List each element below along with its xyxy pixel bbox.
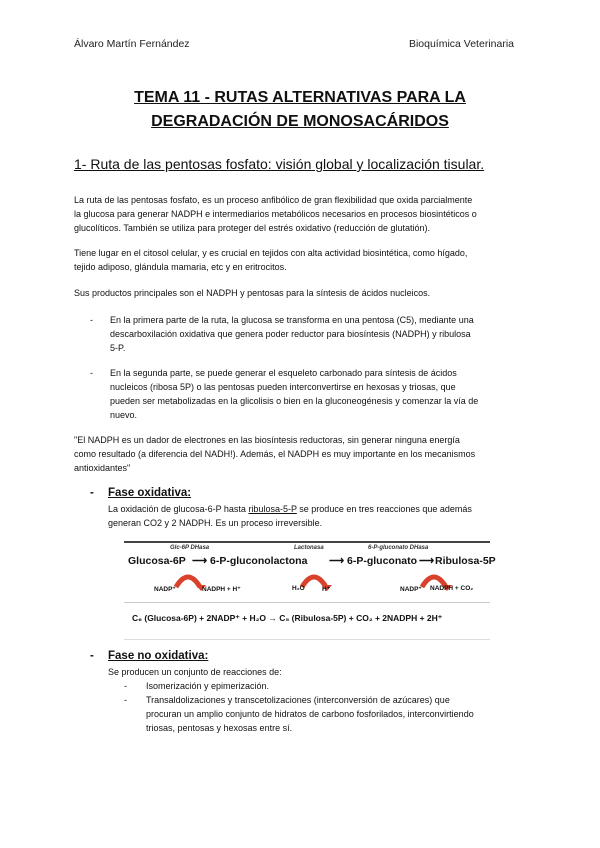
overall-equation: C₆ (Glucosa-6P) + 2NADP⁺ + H₂O → C₅ (Ribulosa-5P) + CO₂ + 2NADPH + 2H⁺ — [132, 613, 443, 623]
header-subject: Bioquímica Veterinaria — [408, 38, 514, 50]
bullet-dash: - — [90, 315, 93, 325]
cofactor-label: NADP⁺ — [154, 586, 176, 593]
paragraph-1: La ruta de las pentosas fosfato, es un proceso anfibólico de gran flexibilidad que oxida parcialmente la glucosa para generar NADPH e intermediarios metabólicos necesarios en procesos biosintéticos o glucolíticos. También se utiliza para proteger del estrés oxidativo (reducción de glutatión). — [74, 195, 477, 233]
compound-glucosa-6p: Glucosa-6P — [128, 555, 186, 567]
cofactor-label: H⁺ — [322, 586, 331, 593]
section-heading: 1- Ruta de las pentosas fosfato: visión global y localización tisular. — [74, 156, 485, 172]
cofactor-label: H₂O — [292, 585, 305, 592]
reaction-arrow: ⟶ — [192, 555, 208, 567]
reaction-arrow: ⟶ — [419, 555, 435, 567]
cofactor-label: NADPH + CO₂ — [430, 585, 474, 592]
bullet-dash: - — [90, 368, 93, 378]
compound-ribulosa-5p: Ribulosa-5P — [435, 555, 496, 567]
quote-paragraph: "El NADPH es un dador de electrones en las biosíntesis reductoras, sin generar ninguna energía como resultado (a diferencia del NADH!). Además, el NADPH es muy importante en los mecanismos antioxidantes" — [74, 435, 476, 473]
enzyme-label: Glc-6P DHasa — [170, 545, 210, 551]
enzyme-label: Lactonasa — [294, 545, 324, 551]
paragraph-2: Tiene lugar en el citosol celular, y es crucial en tejidos con alta actividad biosintética, como hígado, tejido adiposo, glándula mamaria, etc y en eritrocitos. — [74, 248, 468, 272]
compound-gluconolactona: 6-P-gluconolactona — [210, 555, 308, 567]
fase-oxidativa-text: La oxidación de glucosa-6-P hasta ribulosa-5-P se produce en tres reacciones que además generan CO2 y 2 NADPH. Es un proceso irreversible. — [108, 504, 472, 528]
paragraph-3: Sus productos principales son el NADPH y pentosas para la síntesis de ácidos nucleicos. — [74, 288, 431, 298]
title-line-1: TEMA 11 - RUTAS ALTERNATIVAS PARA LA — [134, 89, 466, 106]
fase-no-oxidativa-intro: Se producen un conjunto de reacciones de: — [108, 667, 282, 677]
reaction-arrow: ⟶ — [329, 555, 345, 567]
header-author: Álvaro Martín Fernández — [74, 38, 190, 50]
enzyme-label: 6-P-gluconato DHasa — [368, 545, 429, 551]
compound-gluconato: 6-P-gluconato — [347, 555, 417, 567]
curved-arrow-icon — [176, 577, 200, 587]
cofactor-label: NADPH + H⁺ — [202, 586, 241, 593]
title-line-2: DEGRADACIÓN DE MONOSACÁRIDOS — [151, 113, 449, 130]
cofactor-label: NADP⁺ — [400, 586, 422, 593]
pentose-reaction-figure — [124, 541, 496, 641]
